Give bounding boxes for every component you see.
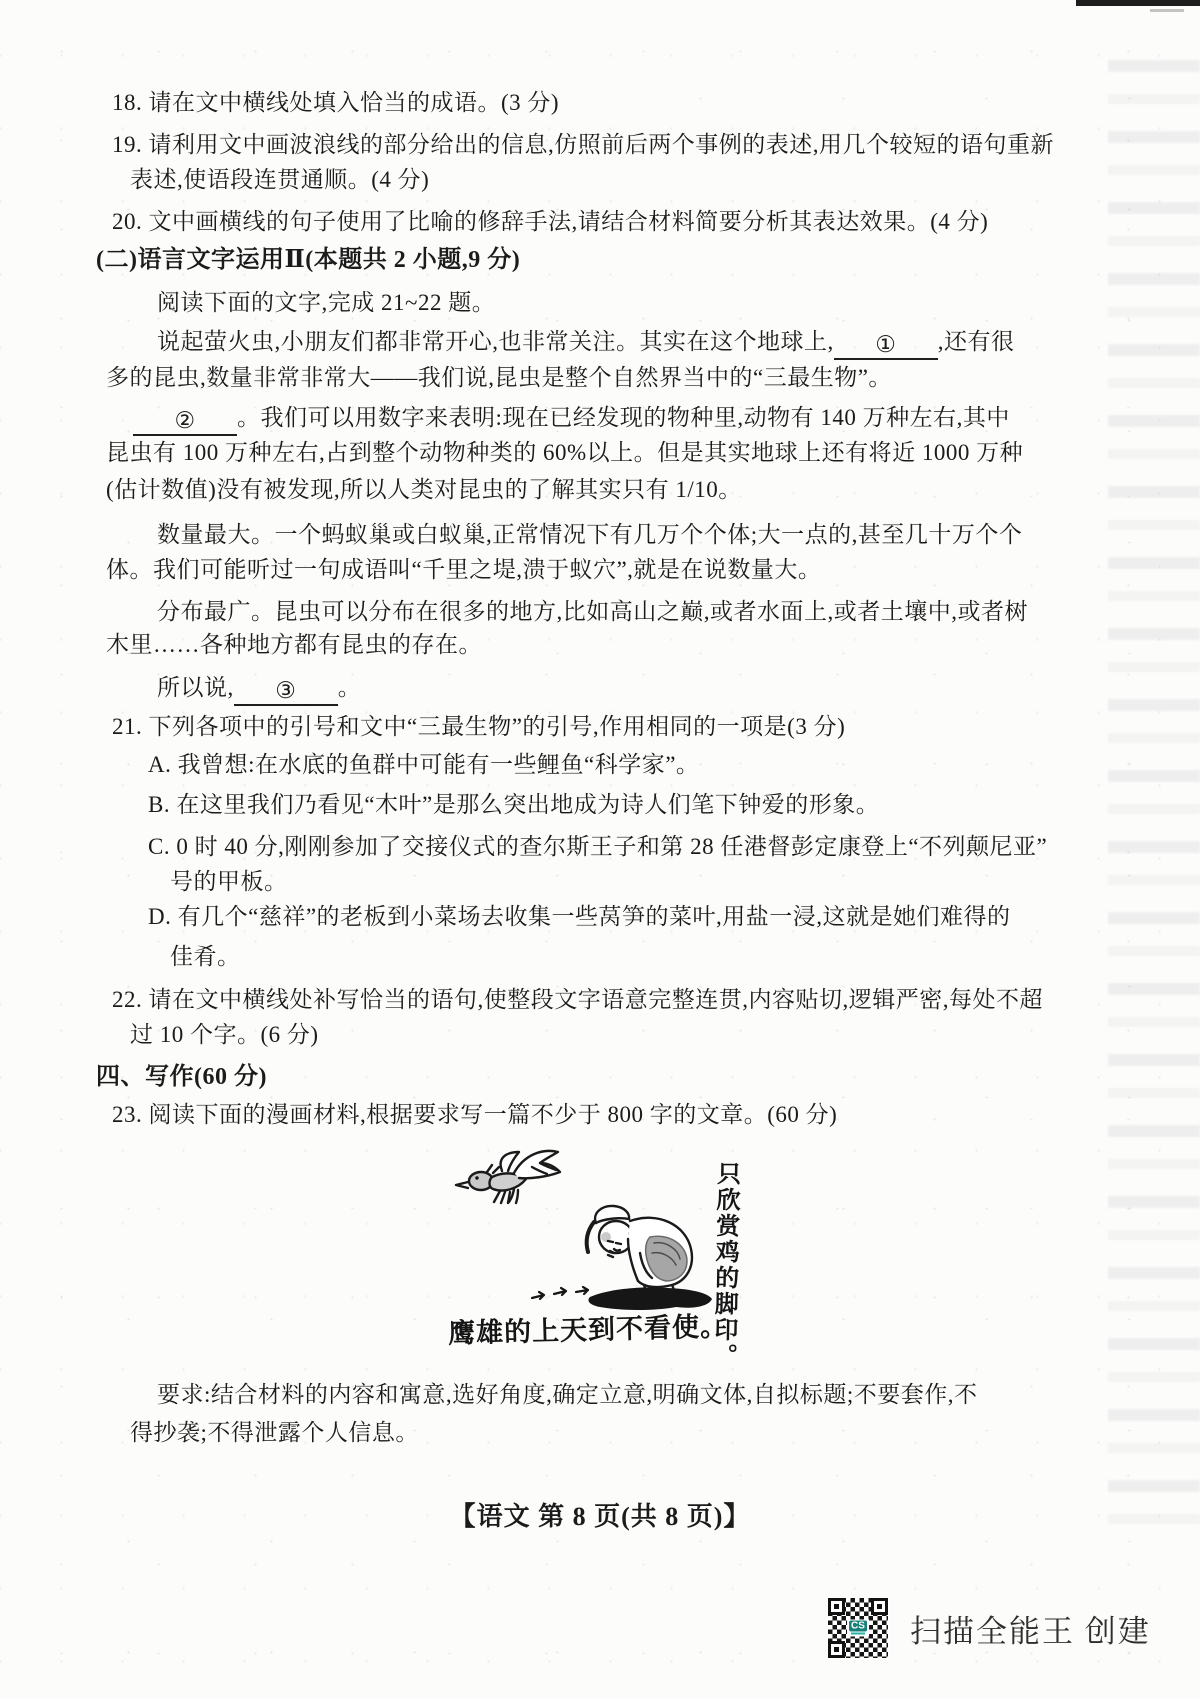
footprint-arrows [532,1287,588,1299]
camscanner-badge-underline [851,1633,865,1635]
question-23: 23. 阅读下面的漫画材料,根据要求写一篇不少于 800 字的文章。(60 分) [112,1102,838,1127]
passage-p1-line-1 [157,325,1015,360]
camscanner-badge-label: CS [851,1620,865,1632]
passage-text: 。我们可以用数字来表明:现在已经发现的物种里,动物有 140 万种左右,其中 [237,405,1010,430]
question-19-line-1: 19. 请利用文中画波浪线的部分给出的信息,仿照前后两个事例的表述,用几个较短的语句重新 [112,132,1054,157]
passage-text: 所以说, [157,675,234,700]
qr-code-icon [828,1598,888,1658]
question-21-stem: 21. 下列各项中的引号和文中“三最生物”的引号,作用相同的一项是(3 分) [112,714,846,739]
question-21-option-a: A. 我曾想:在水底的鱼群中可能有一些鲤鱼“科学家”。 [148,752,700,777]
cartoon-caption-vertical: 只欣赏鸡的脚印。 [709,1160,742,1370]
scanner-credit-text: 扫描全能王 创建 [910,1613,1151,1649]
question-22-line-2: 过 10 个字。(6 分) [130,1022,319,1047]
question-21-option-b: B. 在这里我们乃看见“木叶”是那么突出地成为诗人们笔下钟爱的形象。 [148,792,880,817]
blank-3-label: ③ [275,678,297,703]
passage-text: 。 [337,675,362,700]
passage-p2-line-3: (估计数值)没有被发现,所以人类对昆虫的了解其实只有 1/10。 [106,477,742,502]
blank-2-label: ② [174,408,196,433]
scan-edge-mark [1076,0,1200,6]
passage-p3-line-2: 体。我们可能听过一句成语叫“千里之堤,溃于蚁穴”,就是在说数量大。 [106,557,822,582]
passage-p4-line-2: 木里……各种地方都有昆虫的存在。 [106,632,482,657]
qr-finder-top-left [828,1598,845,1615]
passage-text: 说起萤火虫,小朋友们都非常开心,也非常关注。其实在这个地球上, [157,329,834,354]
scan-edge-streak [1150,9,1184,12]
passage-p5-line [157,671,361,706]
passage-p2-line-2: 昆虫有 100 万种左右,占到整个动物种类的 60%以上。但是其实地球上还有将近 1000 万种 [106,440,1024,465]
passage-p3-line-1: 数量最大。一个蚂蚁巢或白蚁巢,正常情况下有几万个个体;大一点的,甚至几十万个个 [157,522,1023,547]
essay-cartoon [440,1145,770,1370]
cartoon-caption-bottom: 鹰雄的上天到不看使。 [447,1311,729,1350]
eagle-drawing [456,1151,560,1203]
section-4-heading: 四、写作(60 分) [96,1064,267,1090]
fill-blank-1 [834,333,938,360]
bleed-through-smudge [1108,60,1200,1540]
question-18: 18. 请在文中横线处填入恰当的成语。(3 分) [112,90,560,115]
requirements-line-1: 要求:结合材料的内容和寓意,选好角度,确定立意,明确文体,自拟标题;不要套作,不 [157,1382,978,1407]
page-footer: 【语文 第 8 页(共 8 页)】 [449,1502,751,1531]
passage-p2-line-1 [133,401,1010,436]
question-19-line-2: 表述,使语段连贯通顺。(4 分) [130,167,430,192]
question-20: 20. 文中画横线的句子使用了比喻的修辞手法,请结合材料简要分析其表达效果。(4 分) [112,209,989,234]
question-21-option-d-line-2: 佳肴。 [170,944,241,969]
camscanner-badge [847,1620,869,1637]
question-21-option-c-line-1: C. 0 时 40 分,刚刚参加了交接仪式的查尔斯王子和第 28 任港督彭定康登上“不列颠尼亚” [148,834,1048,859]
qr-finder-core [834,1604,839,1609]
question-22-line-1: 22. 请在文中横线处补写恰当的语句,使整段文字语意完整连贯,内容贴切,逻辑严密,每处不超 [112,987,1043,1012]
question-21-option-d-line-1: D. 有几个“慈祥”的老板到小菜场去收集一些莴笋的菜叶,用盐一浸,这就是她们难得的 [148,904,1011,929]
passage-intro: 阅读下面的文字,完成 21~22 题。 [157,290,496,315]
scanner-watermark [828,1596,1151,1660]
fill-blank-3 [234,679,338,706]
passage-text: ,还有很 [937,329,1015,354]
qr-finder-bottom-left [828,1641,845,1658]
passage-p4-line-1: 分布最广。昆虫可以分布在很多的地方,比如高山之巅,或者水面上,或者土壤中,或者树 [157,599,1028,624]
qr-finder-core [877,1604,882,1609]
section-2-heading: (二)语言文字运用Ⅱ(本题共 2 小题,9 分) [96,247,521,273]
fill-blank-2 [133,409,237,436]
question-21-option-c-line-2: 号的甲板。 [170,869,288,894]
qr-finder-top-right [871,1598,888,1615]
requirements-line-2: 得抄袭;不得泄露个人信息。 [130,1420,419,1445]
passage-p1-line-2: 多的昆虫,数量非常非常大——我们说,昆虫是整个自然界当中的“三最生物”。 [106,365,892,390]
man-drawing [587,1206,712,1310]
qr-finder-core [834,1647,839,1652]
blank-1-label: ① [875,332,897,357]
